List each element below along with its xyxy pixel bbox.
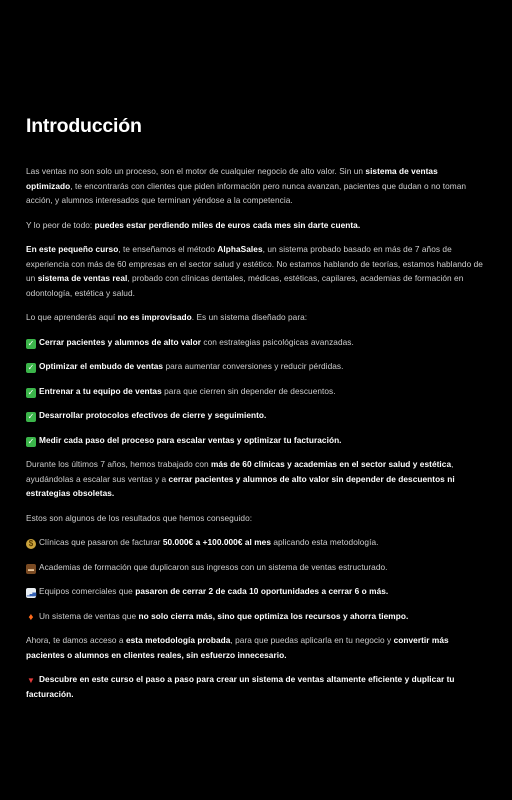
fire-icon xyxy=(26,613,36,623)
goal-item xyxy=(26,433,486,448)
goal-text: para aumentar conversiones y reducir pérdidas. xyxy=(163,361,344,371)
result-text-1: Clínicas que pasaron de facturar xyxy=(39,537,163,547)
result-item xyxy=(26,609,486,624)
check-mark-icon xyxy=(26,363,36,373)
result-bold-1: no solo cierra más, sino que optimiza los recursos y ahorra tiempo. xyxy=(138,610,409,621)
pushpin-icon xyxy=(26,676,36,686)
goal-text: con estrategias psicológicas avanzadas. xyxy=(201,336,354,347)
goal-bold: Entrenar a tu equipo de ventas xyxy=(39,385,162,396)
check-mark-icon xyxy=(26,339,36,349)
goal-text: para que cierren sin depender de descuentos. xyxy=(161,385,336,396)
intro-text-2: , te encontrarás con clientes que piden información pero nunca avanzan, pacientes que dudan o no toman acción, y alumnos interesados que terminan yéndose a la competencia. xyxy=(26,180,467,205)
learn-text-2: . Es un sistema diseñado para: xyxy=(191,312,308,322)
result-item xyxy=(26,584,486,599)
learn-text-1: Lo que aprenderás aquí xyxy=(26,312,118,322)
check-mark-icon xyxy=(26,412,36,422)
worst-bold-1: puedes estar perdiendo miles de euros cada mes sin darte cuenta. xyxy=(94,219,361,230)
result-item xyxy=(26,535,486,550)
access-bold-2: convertir más pacientes o alumnos en clientes reales, sin esfuerzo innecesario. xyxy=(26,635,449,660)
goal-item xyxy=(26,335,486,350)
course-paragraph xyxy=(26,242,486,300)
goal-item xyxy=(26,384,486,399)
learn-paragraph xyxy=(26,310,486,325)
access-bold-1: esta metodología probada xyxy=(125,635,231,645)
goal-bold: Cerrar pacientes y alumnos de alto valor xyxy=(39,336,202,347)
access-text-2: , para que puedas aplicarla en tu negocio y xyxy=(230,635,394,645)
result-text-1: Equipos comerciales que xyxy=(39,586,136,596)
result-item xyxy=(26,560,486,575)
document-body xyxy=(26,112,486,711)
access-paragraph xyxy=(26,633,486,662)
money-bag-icon xyxy=(26,539,36,549)
goal-item xyxy=(26,359,486,374)
course-bold-3: sistema de ventas real xyxy=(37,273,128,283)
goal-item xyxy=(26,408,486,423)
worst-text-1: Y lo peor de todo: xyxy=(26,219,95,230)
intro-paragraph xyxy=(26,164,486,208)
experience-text-2: , ayudándolas a escalar sus ventas y a xyxy=(26,459,454,484)
intro-bold-1: sistema de ventas optimizado xyxy=(26,166,438,191)
check-mark-icon xyxy=(26,437,36,447)
bar-chart-icon xyxy=(26,588,36,598)
experience-text-1: Durante los últimos 7 años, hemos trabajado con xyxy=(26,459,212,469)
result-text-1: Academias de formación que duplicaron sus ingresos con un sistema de ventas estructurado. xyxy=(39,561,388,572)
course-text-3: , probado con clínicas dentales, médicas, estéticas, capilares, academias de formación en odontología, estética y salud. xyxy=(26,273,464,298)
closing-paragraph xyxy=(26,672,486,701)
goal-bold: Medir cada paso del proceso para escalar ventas y optimizar tu facturación. xyxy=(39,434,342,445)
course-bold-2: AlphaSales xyxy=(217,244,263,254)
goal-bold: Optimizar el embudo de ventas xyxy=(39,361,164,371)
closing-bold-1: Descubre en este curso el paso a paso para crear un sistema de ventas altamente eficiente y duplicar tu facturación. xyxy=(26,674,455,699)
check-mark-icon xyxy=(26,388,36,398)
goal-bold: Desarrollar protocolos efectivos de cierre y seguimiento. xyxy=(39,410,267,420)
course-text-2: , un sistema probado basado en más de 7 años de experiencia con más de 60 empresas en el sector salud y estético. No estamos hablando de teorías, estamos hablando de un xyxy=(26,244,483,283)
access-text-1: Ahora, te damos acceso a xyxy=(26,635,126,645)
course-bold-1: En este pequeño curso xyxy=(26,244,119,254)
intro-text-1: Las ventas no son solo un proceso, son el motor de cualquier negocio de alto valor. Sin un xyxy=(26,166,366,176)
experience-bold-1: más de 60 clínicas y academias en el sector salud y estética xyxy=(211,459,452,469)
experience-bold-2: cerrar pacientes y alumnos de alto valor sin depender de descuentos ni estrategias obsoletas. xyxy=(26,473,455,498)
result-bold-1: 50.000€ a +100.000€ al mes xyxy=(162,537,271,547)
worst-paragraph xyxy=(26,218,486,233)
course-text-1: , te enseñamos el método xyxy=(118,244,218,254)
result-text-1: Un sistema de ventas que xyxy=(39,610,139,621)
result-bold-1: pasaron de cerrar 2 de cada 10 oportunidades a cerrar 6 o más. xyxy=(135,586,389,596)
briefcase-icon xyxy=(26,564,36,574)
result-text-2: aplicando esta metodología. xyxy=(270,537,379,547)
page-title: Introducción xyxy=(26,115,142,137)
results-intro: Estos son algunos de los resultados que hemos conseguido: xyxy=(26,512,253,523)
learn-bold-1: no es improvisado xyxy=(117,312,192,322)
experience-paragraph xyxy=(26,457,486,501)
